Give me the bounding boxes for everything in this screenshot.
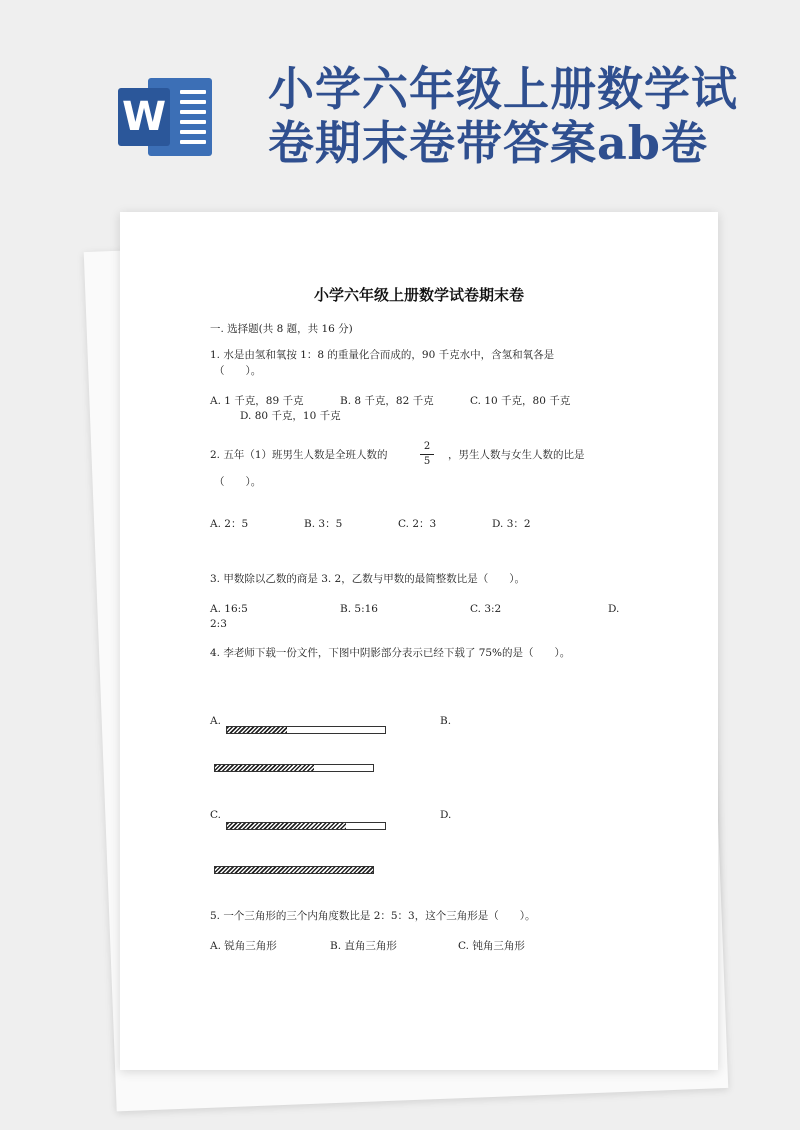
question-4-option-c: C. [210, 809, 221, 821]
fraction-denominator: 5 [423, 456, 431, 467]
question-2-blank: （ ）。 [214, 476, 262, 488]
progress-bar-a [226, 726, 386, 734]
question-2-fraction [420, 441, 434, 468]
question-3-option-d-value: 2:3 [210, 618, 227, 630]
question-1-option-d: D. 80 千克，10 千克 [240, 410, 341, 422]
question-1-blank: （ ）。 [214, 365, 262, 377]
question-1-stem: 1. 水是由氢和氧按 1：8 的重量化合而成的，90 千克水中，含氢和氧各是 [210, 349, 555, 361]
page-title: 小学六年级上册数学试卷期末卷带答案ab卷 [268, 62, 738, 170]
question-1-option-a: A. 1 千克，89 千克 [210, 395, 304, 407]
question-3-option-d: D. [608, 603, 620, 615]
question-4-option-a: A. [210, 715, 221, 727]
question-2-stem: 2. 五年（1）班男生人数是全班人数的 [210, 449, 388, 461]
question-3-option-a: A. 16:5 [210, 603, 248, 615]
progress-bar-d [214, 866, 374, 874]
fraction-numerator: 2 [423, 441, 431, 452]
question-4-option-b: B. [440, 715, 452, 727]
question-1-option-c: C. 10 千克，80 千克 [470, 395, 571, 407]
question-5-option-c: C. 钝角三角形 [458, 940, 525, 952]
word-logo-letter: W [118, 88, 170, 146]
progress-bar-c [226, 822, 386, 830]
question-2-option-b: B. 3：5 [304, 518, 343, 530]
paper-title: 小学六年级上册数学试卷期末卷 [313, 286, 524, 304]
question-5-option-b: B. 直角三角形 [330, 940, 397, 952]
question-5-stem: 5. 一个三角形的三个内角度数比是 2：5：3，这个三角形是（ ）。 [210, 910, 536, 922]
word-file-icon [118, 78, 214, 156]
exam-paper [120, 212, 718, 1070]
question-4-stem: 4. 李老师下载一份文件，下图中阴影部分表示已经下载了 75%的是（ ）。 [210, 647, 571, 659]
question-3-option-c: C. 3:2 [470, 603, 502, 615]
progress-bar-b [214, 764, 374, 772]
question-5-option-a: A. 锐角三角形 [210, 940, 277, 952]
question-1-option-b: B. 8 千克，82 千克 [340, 395, 434, 407]
question-4-option-d: D. [440, 809, 452, 821]
question-2-option-d: D. 3：2 [492, 518, 531, 530]
question-2-stem-end: ，男生人数与女生人数的比是 [448, 449, 585, 461]
question-3-stem: 3. 甲数除以乙数的商是 3. 2，乙数与甲数的最简整数比是（ ）。 [210, 573, 525, 585]
question-3-option-b: B. 5:16 [340, 603, 378, 615]
question-2-option-a: A. 2：5 [210, 518, 249, 530]
question-2-option-c: C. 2：3 [398, 518, 437, 530]
section-heading: 一. 选择题(共 8 题，共 16 分) [210, 323, 353, 335]
